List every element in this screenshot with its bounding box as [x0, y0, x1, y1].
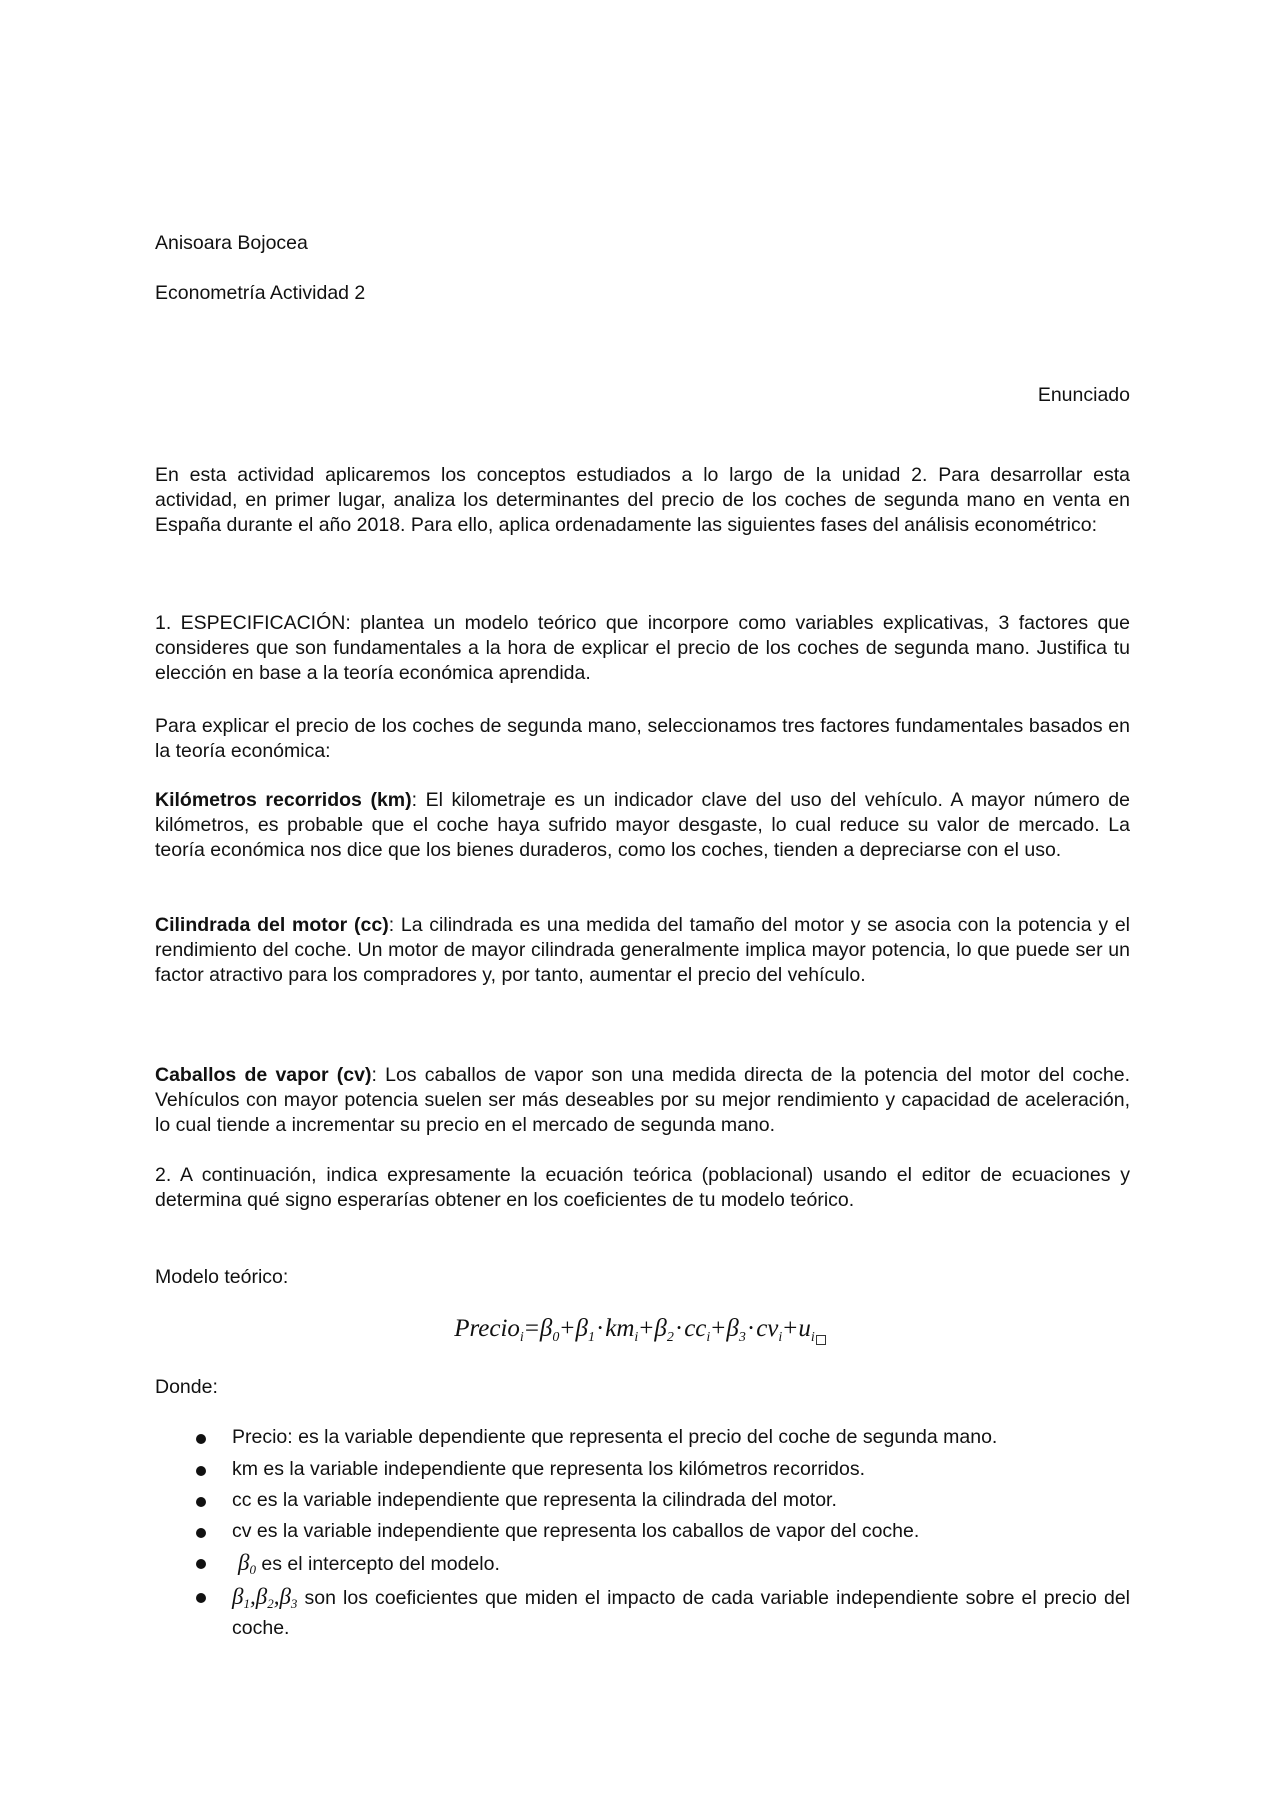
factor-cv: [155, 1063, 1130, 1138]
list-item-text: cc es la variable independiente que representa la cilindrada del motor.: [232, 1489, 837, 1511]
beta-symbol: β: [255, 1584, 268, 1609]
bullet-icon: [196, 1434, 206, 1444]
model-equation: [0, 1312, 1280, 1355]
beta-symbol: β: [232, 1584, 244, 1609]
beta-subscript: 1: [243, 1596, 250, 1611]
variable-list: [0, 1425, 1280, 1641]
list-item: [0, 1488, 1280, 1519]
beta-separator: ,: [273, 1584, 280, 1609]
list-item: [0, 1584, 1280, 1641]
eq-sub: i: [778, 1330, 783, 1345]
eq-var-km: km: [605, 1315, 635, 1342]
model-label: Modelo teórico:: [155, 1266, 289, 1288]
factor-km-text: : El kilometraje es un indicador clave del uso del vehículo. A mayor número de kilómetros, es probable que el coche haya sufrido mayor desgaste, lo cual reduce su valor de mercado. La teoría económica nos dice que los bienes duraderos, como los coches, tienden a depreciarse con el uso.: [155, 789, 1130, 861]
list-item-text: Precio: es la variable dependiente que representa el precio del coche de segunda mano.: [232, 1426, 998, 1448]
where-label: Donde:: [155, 1376, 218, 1398]
answer-intro: Para explicar el precio de los coches de segunda mano, seleccionamos tres factores fundamentales basados en la teoría económica:: [155, 715, 1130, 762]
list-item-text: cv es la variable independiente que representa los caballos de vapor del coche.: [232, 1520, 920, 1542]
list-item: [0, 1457, 1280, 1488]
eq-sub: i: [706, 1330, 711, 1345]
eq-plus: +: [783, 1315, 798, 1342]
bullet-icon: [196, 1559, 206, 1569]
list-item-text: [238, 1550, 1136, 1582]
list-item: [0, 1425, 1280, 1457]
eq-beta1: β: [575, 1315, 588, 1342]
eq-sub: i: [634, 1330, 639, 1345]
eq-beta0: β: [539, 1315, 553, 1342]
factor-km-term: Kilómetros recorridos (km): [155, 789, 412, 811]
author-name: Anisoara Bojocea: [155, 232, 308, 254]
bullet-icon: [196, 1466, 206, 1476]
intercept-text: es el intercepto del modelo.: [255, 1553, 500, 1575]
question-1: 1. ESPECIFICACIÓN: plantea un modelo teórico que incorpore como variables explicativas, 3 factores que consideres que son fundamentales a la hora de explicar el precio de los coches de segunda mano. Justifica tu elección en base a la teoría económica aprendida.: [155, 612, 1130, 684]
bullet-icon: [196, 1528, 206, 1538]
eq-sub: [811, 1330, 826, 1345]
section-label: Enunciado: [1037, 384, 1130, 406]
eq-plus: +: [639, 1315, 654, 1342]
factor-cc-term: Cilindrada del motor (cc): [155, 914, 389, 936]
intro-paragraph: En esta actividad aplicaremos los conceptos estudiados a lo largo de la unidad 2. Para desarrollar esta actividad, en primer lugar, analiza los determinantes del precio de los coches de segunda mano en venta en España durante el año 2018. Para ello, aplica ordenadamente las siguientes fases del análisis econométrico:: [155, 464, 1130, 536]
list-item: [0, 1550, 1280, 1584]
bullet-icon: [196, 1497, 206, 1507]
eq-sub: 1: [587, 1330, 595, 1345]
eq-dot: ·: [674, 1315, 684, 1342]
eq-sub: 3: [738, 1330, 746, 1345]
beta-symbol: β: [238, 1550, 250, 1575]
eq-plus: +: [560, 1315, 575, 1342]
eq-beta2: β: [654, 1315, 667, 1342]
list-item: [0, 1519, 1280, 1550]
beta-symbol: β: [279, 1584, 291, 1609]
eq-sub: i: [519, 1330, 524, 1345]
eq-equals: =: [524, 1315, 539, 1342]
eq-var-cc: cc: [684, 1315, 707, 1342]
eq-error: u: [798, 1315, 811, 1342]
eq-dot: ·: [746, 1315, 756, 1342]
beta-subscript: 0: [249, 1562, 256, 1577]
factor-km: [155, 788, 1130, 863]
eq-var-cv: cv: [756, 1315, 779, 1342]
eq-sub: 2: [666, 1330, 674, 1345]
factor-cc: [155, 913, 1130, 988]
eq-beta3: β: [726, 1315, 739, 1342]
beta-subscript: 2: [267, 1596, 274, 1611]
beta-group: [232, 1584, 297, 1609]
question-2: 2. A continuación, indica expresamente la ecuación teórica (poblacional) usando el editor de ecuaciones y determina qué signo esperarías obtener en los coeficientes de tu modelo teórico.: [155, 1164, 1130, 1211]
course-title: Econometría Actividad 2: [155, 282, 366, 304]
coefficients-text: son los coeficientes que miden el impacto de cada variable independiente sobre el precio del coche.: [232, 1587, 1130, 1639]
beta-subscript: 3: [290, 1596, 298, 1611]
eq-sub-i: i: [810, 1330, 815, 1345]
eq-plus: +: [711, 1315, 726, 1342]
eq-sub: 0: [552, 1330, 560, 1345]
factor-cv-term: Caballos de vapor (cv): [155, 1064, 372, 1086]
list-item-text: [232, 1584, 1130, 1641]
beta-separator: ,: [249, 1584, 256, 1609]
eq-lhs: Precio: [454, 1315, 520, 1342]
factor-cv-text: : Los caballos de vapor son una medida directa de la potencia del motor del coche. Vehículos con mayor potencia suelen ser más deseables por su mejor rendimiento y capacidad de aceleración, lo cual tiende a incrementar su precio en el mercado de segunda mano.: [155, 1064, 1130, 1136]
placeholder-box-icon: [816, 1335, 826, 1345]
list-item-text: km es la variable independiente que representa los kilómetros recorridos.: [232, 1458, 865, 1480]
factor-cc-text: : La cilindrada es una medida del tamaño del motor y se asocia con la potencia y el rendimiento del coche. Un motor de mayor cilindrada generalmente implica mayor potencia, lo que puede ser un factor atractivo para los compradores y, por tanto, aumentar el precio del vehículo.: [155, 914, 1130, 986]
eq-dot: ·: [595, 1315, 605, 1342]
bullet-icon: [196, 1593, 206, 1603]
